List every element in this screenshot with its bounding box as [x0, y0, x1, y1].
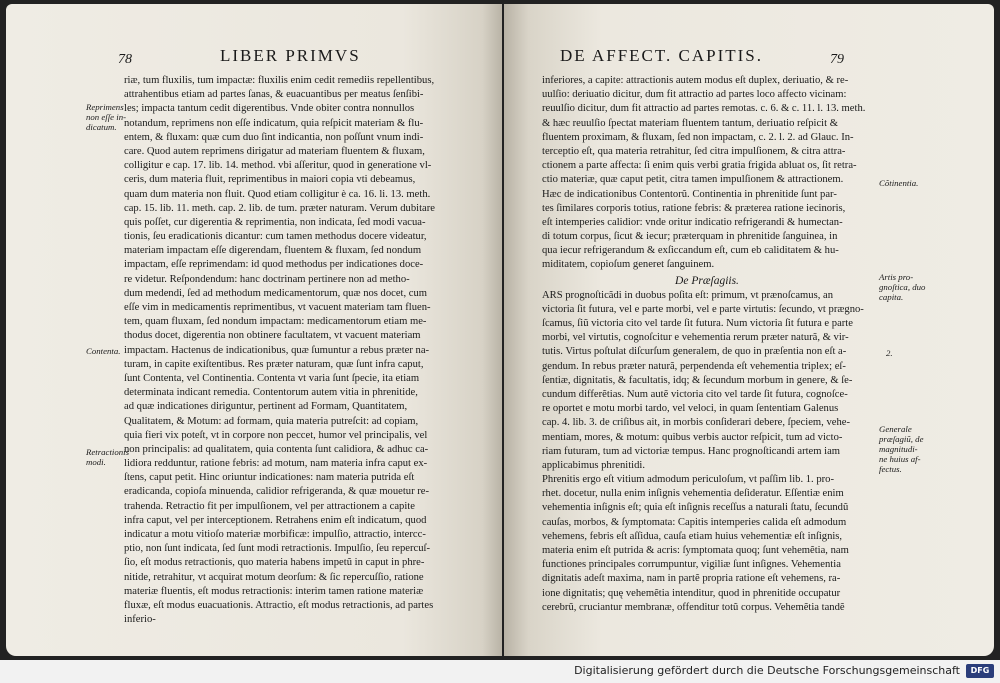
text-line: riæ, tum fluxilis, tum impactæ: fluxilis enim cedit remediis repellentibus, — [124, 75, 435, 86]
text-line: ſio, eſt modus retractionis, quo materia habens impetũ in caput in phre- — [124, 557, 425, 569]
margin-note-contenta: Contenta. — [86, 346, 121, 356]
text-line: cerebrũ, cruciantur membranæ, offenditur totũ corpus. Vehemẽtia tandẽ — [542, 601, 845, 613]
text-line: di totum corpus, ſicut & iecur; præterquam in phrenitide ſanguinea, in — [542, 231, 838, 243]
text-line: determinata indicant remedia. Contentorum autem vitia in phrenitide, — [124, 387, 418, 399]
text-line: applicabimus phrenitidi. — [542, 459, 645, 471]
text-line: gendum. In rebus præter naturã, perpendenda eſt vehementia triplex; eſ- — [542, 360, 846, 372]
text-line: vehementia inſignis eſt; quia eſt inſignis receſſus a naturali ſtatu, ſecundũ — [542, 502, 849, 514]
text-line: lidiora redduntur, ratione febris: ad motum, nam materia infra caput ex- — [124, 458, 428, 470]
margin-note-2: 2. — [886, 348, 893, 358]
text-line: eradicanda, copioſa minuenda, calidior refrigeranda, & quæ mouetur re- — [124, 486, 430, 498]
text-line: quia fieri vix poteſt, vt in corpore non peccet, humor vel principalis, vel — [124, 429, 428, 441]
text-line: ſcamus, ſiũ victoria cito vel tarde ſit futura. Num victoria ſit futura e parte — [542, 318, 853, 329]
footer-credit: Digitalisierung gefördert durch die Deutsche Forschungsgemeinschaft — [574, 664, 960, 677]
section-subheading: De Præſagiis. — [675, 274, 739, 287]
text-line: victoria ſit futura, vel e parte morbi, vel e parte virtutis: ſecundo, vt prægno- — [542, 303, 864, 315]
text-line: inferiores, a capite: attractionis autem modus eſt duplex, deriuatio, & re- — [542, 75, 849, 86]
text-line: nitide, retrahitur, vt acquirat motum deorſum: & ſic repercuſſio, ratione — [124, 571, 424, 583]
text-line: ſentiæ, dignitatis, & facultatis, idq; & ſecundum morbum in genere, & ſe- — [542, 374, 853, 386]
text-line: & hæc reuulſio ſpectat materiam fluentem tantum, deriuatio reſpicit & — [542, 117, 838, 129]
margin-note-continentia: Cõtinentia. — [879, 178, 919, 188]
text-line: notandum, reprimens non eſſe indicatum, quia reſpicit materiam & flu- — [124, 117, 424, 129]
text-line: cundum differẽtias. Num autẽ victoria cito vel tarde ſit futura, cognoſce- — [542, 388, 848, 400]
right-running-head: DE AFFECT. CAPITIS. — [560, 46, 763, 65]
text-line: reuulſio dicitur, dum fit attractio ad partes remotas. c. 6. & c. 11. l. 13. meth. — [542, 103, 866, 115]
text-line: turam, in capite exiſtentibus. Res præter naturam, quæ ſunt infra caput, — [124, 358, 424, 370]
text-line: rhet. docetur, nulla enim inſignis vehementia deſideratur. Eſſentiæ enim — [542, 488, 844, 500]
right-page-number: 79 — [830, 52, 844, 67]
text-line: fluxæ, eſt modus euacuationis. Attractio, eſt modus retractionis, ad partes — [124, 599, 434, 611]
text-line: tionis, ſeu eradicationis dicantur: cum tamen methodus docere videatur, — [124, 231, 427, 243]
left-page-number: 78 — [118, 52, 132, 67]
text-line: impactam, eſſe reprimendam: id quod methodus per indicationes doce- — [124, 259, 424, 271]
left-running-head: LIBER PRIMVS — [220, 46, 361, 65]
text-line: ctio materiæ, quæ caput petit, citra tamen impulſionem & attractionem. — [542, 174, 844, 186]
text-line: mentiam, mores, & motum: quibus verbis auctor reſpicit, tum ad victo- — [542, 431, 843, 443]
margin-note-retractionis: Retractionis modi. — [86, 447, 130, 467]
text-line: entem, & fluxam: quæ cum duo ſint indicantia, non poſſunt vnum indi- — [124, 131, 424, 143]
text-line: ſtens, caput petit. Hinc oriuntur indicationes: nam materia putrida eſt — [124, 472, 415, 484]
right-page — [504, 4, 994, 656]
text-line: Qualitatem, & Motum: ad formam, quia materia putreſcit: ad copiam, — [124, 415, 419, 427]
left-body-text — [124, 74, 462, 627]
text-line: vehemens, febris eſt aſſidua, cauſa etiam huius vehementiæ eſt inſignis, — [542, 530, 843, 542]
text-line: tem, quam fluxam, ſed nondum impactam: medicamentorum etiam me- — [124, 316, 427, 328]
text-line: re oportet e motu morbi tardo, vel veloci, in quam ſententiam Galenus — [542, 403, 839, 415]
text-line: Phrenitis ergo eſt vitium admodum periculoſum, vt paſſim lib. 1. pro- — [542, 474, 834, 486]
text-line: cauſas, morbos, & ſymptomata: Capitis intemperies calida eſt admodum — [542, 516, 847, 528]
text-line: miditatem, copioſum generet ſanguinem. — [542, 259, 715, 271]
text-line: materiam impactam eſſe digerendam, fluentem & fluxam, ſed nondum — [124, 245, 422, 257]
text-line: riam futuram, tum ad victoriæ tempus. Hanc prognoſticandi artem iam — [542, 445, 841, 457]
text-line: eſſe vim in medicamentis reprimentibus, vt vacuent materiam tam fluen- — [124, 302, 431, 313]
text-line: tutis. Virtus poſtulat diſcurſum generalem, de quo in præſentia non eſt a- — [542, 346, 847, 358]
text-line: qua iecur refrigerandum & exſiccandum eſt, cum eb caliditatem & hu- — [542, 245, 839, 257]
text-line: les; impacta tantum cedit digerentibus. Vnde obiter contra nonnullos — [124, 103, 415, 115]
text-line: tes ſimilares corporis totius, ratione febris: & præterea ratione iecinoris, — [542, 202, 846, 214]
footer-bar — [0, 660, 1000, 683]
text-line: materiæ fluentis, eſt modus retractionis: interim tamen ratione materiæ — [124, 585, 424, 597]
left-page — [6, 4, 502, 656]
margin-note-generale: Generale præſagiũ, de magnitudi- ne huius af- fectus. — [879, 424, 924, 474]
text-line: uulſio: deriuatio dicitur, dum fit attractio ad partes loco affecto vicinam: — [542, 89, 847, 101]
text-line: ARS prognoſticãdi in duobus poſita eſt: primum, vt prænoſcamus, an — [542, 289, 834, 301]
text-line: materia enim eſt putrida & acris: ſymptomata quoq; ſunt vehemẽtia, nam — [542, 545, 849, 556]
text-line: inferio- — [124, 614, 156, 626]
text-line: morbi, vel virtutis, cognoſcitur e vehementia rerum præter naturã, & vir- — [542, 332, 849, 344]
text-line: care. Quod autem reprimens dirigatur ad materiam fluentem & fluxam, — [124, 145, 425, 157]
text-line: quam dum materia non fluit. Quod etiam colligitur è ca. 16. li. 13. meth. — [124, 188, 431, 200]
text-line: cap. 4. lib. 3. de criſibus ait, in morbis conſiderari debere, ſpeciem, vehe- — [542, 417, 850, 429]
text-line: re videtur. Reſpondendum: hanc doctrinam pertinere non ad metho- — [124, 273, 410, 285]
text-line: Hæc de indicationibus Contentorũ. Continentia in phrenitide ſunt par- — [542, 188, 837, 200]
dfg-logo: DFG — [966, 664, 994, 678]
margin-note-reprimens: Reprimens non eſſe in- dicatum. — [86, 102, 127, 132]
text-line: ceris, dum materia fluit, reprimentibus in maiori copia vti debeamus, — [124, 174, 416, 186]
text-line: dum medendi, ſed ad methodum medicamentorum, quæ nos docet, cum — [124, 287, 428, 299]
text-line: colligitur e cap. 17. lib. 14. method. vbi aſſeritur, quod in generatione vl- — [124, 160, 432, 172]
text-line: thodus docet, digerentia non obtinere facultatem, vt vacuent materiam — [124, 330, 421, 342]
text-line: non principalis: ad qualitatem, quia contenta ſunt calidiora, & adhuc ca- — [124, 443, 429, 455]
text-line: dignitatis adeſt maxima, nam in partẽ propria ratione eſt vehemens, ra- — [542, 573, 841, 585]
text-line: eſt intemperies calidior: vnde oritur indicatio refrigerandi & humectan- — [542, 216, 843, 228]
margin-note-artis: Artis pro- gnoſtica, duo capita. — [879, 272, 926, 302]
text-line: ctionem a parte affecta: ſi enim quis verbi gratia frigida abluat os, ſit retra- — [542, 160, 857, 172]
text-line: cap. 15. lib. 11. meth. cap. 2. lib. de tum. præter naturam. Verum dubitare — [124, 202, 435, 214]
text-line: ptio, non ſunt indicata, ſed ſunt modi retractionis. Impulſio, ſeu repercuſ- — [124, 543, 430, 555]
text-line: terceptio eſt, qua materia retrahitur, ſed citra impulſionem, & citra attra- — [542, 145, 846, 157]
text-line: ſunt Contenta, vel Continentia. Contenta vt varia ſunt ſpecie, ita etiam — [124, 372, 420, 384]
text-line: fluentem proximam, & fluxam, ſed non impactam, c. 2. l. 2. ad Glauc. In- — [542, 131, 854, 143]
text-line: quis poſſet, cur digerentia & reprimentia, non indicata, ſed modi vacua- — [124, 216, 426, 228]
text-line: ad quæ indicationes diriguntur, pertinent ad Formam, Quantitatem, — [124, 401, 408, 413]
text-line: attrahentibus etiam ad partes ſanas, & euacuantibus per meatus ſenſibi- — [124, 89, 424, 101]
text-line: infra caput, vel per interceptionem. Retrahens enim eſt indicatum, quod — [124, 514, 427, 526]
text-line: impactam. Hactenus de indicationibus, quæ ſumuntur a rebus præter na- — [124, 344, 430, 356]
text-line: functiones principales corrumpuntur, vigiliæ ſunt inſignes. Vehementia — [542, 559, 841, 571]
right-body-text — [542, 74, 872, 615]
text-line: indicatur a motu vitioſo materiæ morbificæ: impulſio, attractio, intercc- — [124, 529, 426, 540]
text-line: ione dignitatis; quę vehemẽtia intenditur, quod in phrenitide occupatur — [542, 587, 841, 599]
text-line: trahenda. Retractio fit per impulſionem, vel per attractionem a capite — [124, 500, 415, 512]
